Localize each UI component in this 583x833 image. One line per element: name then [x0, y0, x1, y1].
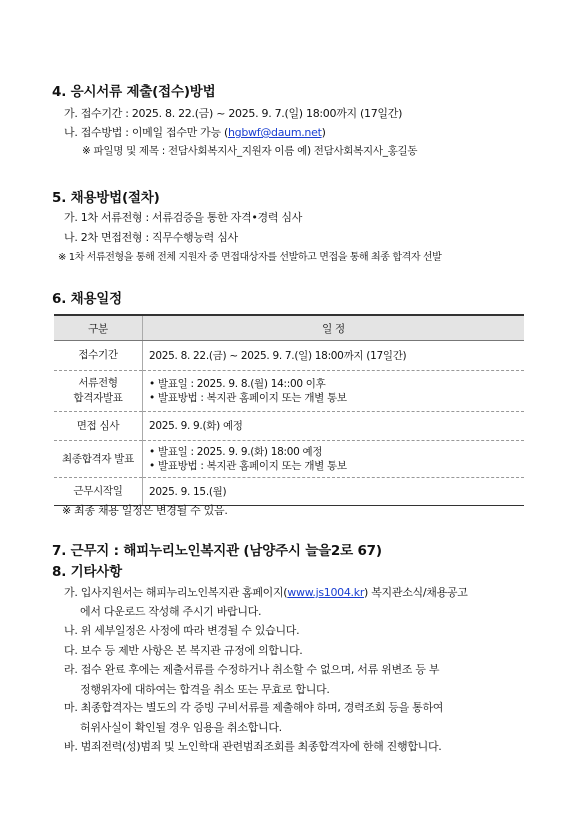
s8-item-c: 다. 보수 등 제반 사항은 본 복지관 규정에 의합니다.	[64, 644, 303, 657]
s8-item-f: 바. 범죄전력(성)범죄 및 노인학대 관련범죄조회를 최종합격자에 한해 진행합니다.	[64, 740, 442, 753]
s8-item-e-line1: 마. 최종합격자는 별도의 각 증빙 구비서류를 제출해야 하며, 경력조회 등을 통하여	[64, 701, 444, 714]
s8-item-d-line2: 정행위자에 대하여는 합격을 취소 또는 무효로 합니다.	[80, 683, 330, 696]
row-value: 2025. 9. 15.(월)	[149, 485, 227, 498]
table-row	[54, 412, 524, 441]
homepage-link[interactable]: www.js1004.kr	[287, 586, 365, 599]
table-row	[54, 371, 524, 412]
s4-method: 나. 접수방법 : 이메일 접수만 가능 (hgbwf@daum.net)	[64, 126, 326, 139]
s5-first: 가. 1차 서류전형 : 서류검증을 통한 자격•경력 심사	[64, 211, 303, 224]
row-label: 근무시작일	[54, 478, 143, 506]
s6-note: ※ 최종 채용 일정은 변경될 수 있음.	[62, 504, 228, 517]
row-label: 접수기간	[54, 341, 143, 371]
row-value: • 발표방법 : 복지관 홈페이지 또는 개별 통보	[149, 392, 347, 404]
header-schedule: 일 정	[143, 315, 525, 341]
section-8-title: 8. 기타사항	[52, 564, 122, 580]
s4-note: ※ 파일명 및 제목 : 전담사회복지사_지원자 이름 예) 전담사회복지사_홍길동	[82, 145, 418, 157]
row-value: 2025. 8. 22.(금) ~ 2025. 9. 7.(일) 18:00까지 (17일간)	[149, 349, 407, 362]
table-row	[54, 341, 524, 371]
section-5-title: 5. 채용방법(절차)	[52, 190, 160, 206]
header-category: 구분	[54, 315, 143, 341]
row-value: 2025. 9. 9.(화) 예정	[149, 420, 243, 432]
s8-item-e-line2: 허위사실이 확인될 경우 임용을 취소합니다.	[80, 721, 282, 734]
s4-period: 가. 접수기간 : 2025. 8. 22.(금) ~ 2025. 9. 7.(일) 18:00까지 (17일간)	[64, 107, 403, 120]
section-4-title: 4. 응시서류 제출(접수)방법	[52, 84, 216, 100]
row-label: 최종합격자 발표	[54, 441, 143, 478]
s5-note: ※ 1차 서류전형을 통해 전체 지원자 중 면접대상자를 선발하고 면접을 통해 최종 합격자 선발	[58, 252, 442, 263]
s8-item-a-line2: 에서 다운로드 작성해 주시기 바랍니다.	[80, 605, 262, 618]
schedule-table	[54, 314, 524, 506]
row-value: • 발표방법 : 복지관 홈페이지 또는 개별 통보	[149, 460, 347, 472]
email-link[interactable]: hgbwf@daum.net	[228, 126, 322, 139]
section-7-title: 7. 근무지 : 해피누리노인복지관 (남양주시 늘을2로 67)	[52, 543, 382, 559]
row-label: 서류전형 합격자발표	[54, 371, 143, 412]
s8-item-d-line1: 라. 접수 완료 후에는 제출서류를 수정하거나 취소할 수 없으며, 서류 위변조 등 부	[64, 663, 440, 676]
row-value: • 발표일 : 2025. 9. 8.(월) 14::00 이후	[149, 378, 326, 390]
s8-item-b: 나. 위 세부일정은 사정에 따라 변경될 수 있습니다.	[64, 624, 300, 637]
section-6-title: 6. 채용일정	[52, 291, 122, 307]
table-row	[54, 441, 524, 478]
s8-item-a-line1: 가. 입사지원서는 해피누리노인복지관 홈페이지(www.js1004.kr) 복지관소식/채용공고	[64, 586, 468, 599]
s5-second: 나. 2차 면접전형 : 직무수행능력 심사	[64, 231, 238, 244]
row-value: • 발표일 : 2025. 9. 9.(화) 18:00 예정	[149, 446, 323, 458]
row-label: 면접 심사	[54, 412, 143, 441]
